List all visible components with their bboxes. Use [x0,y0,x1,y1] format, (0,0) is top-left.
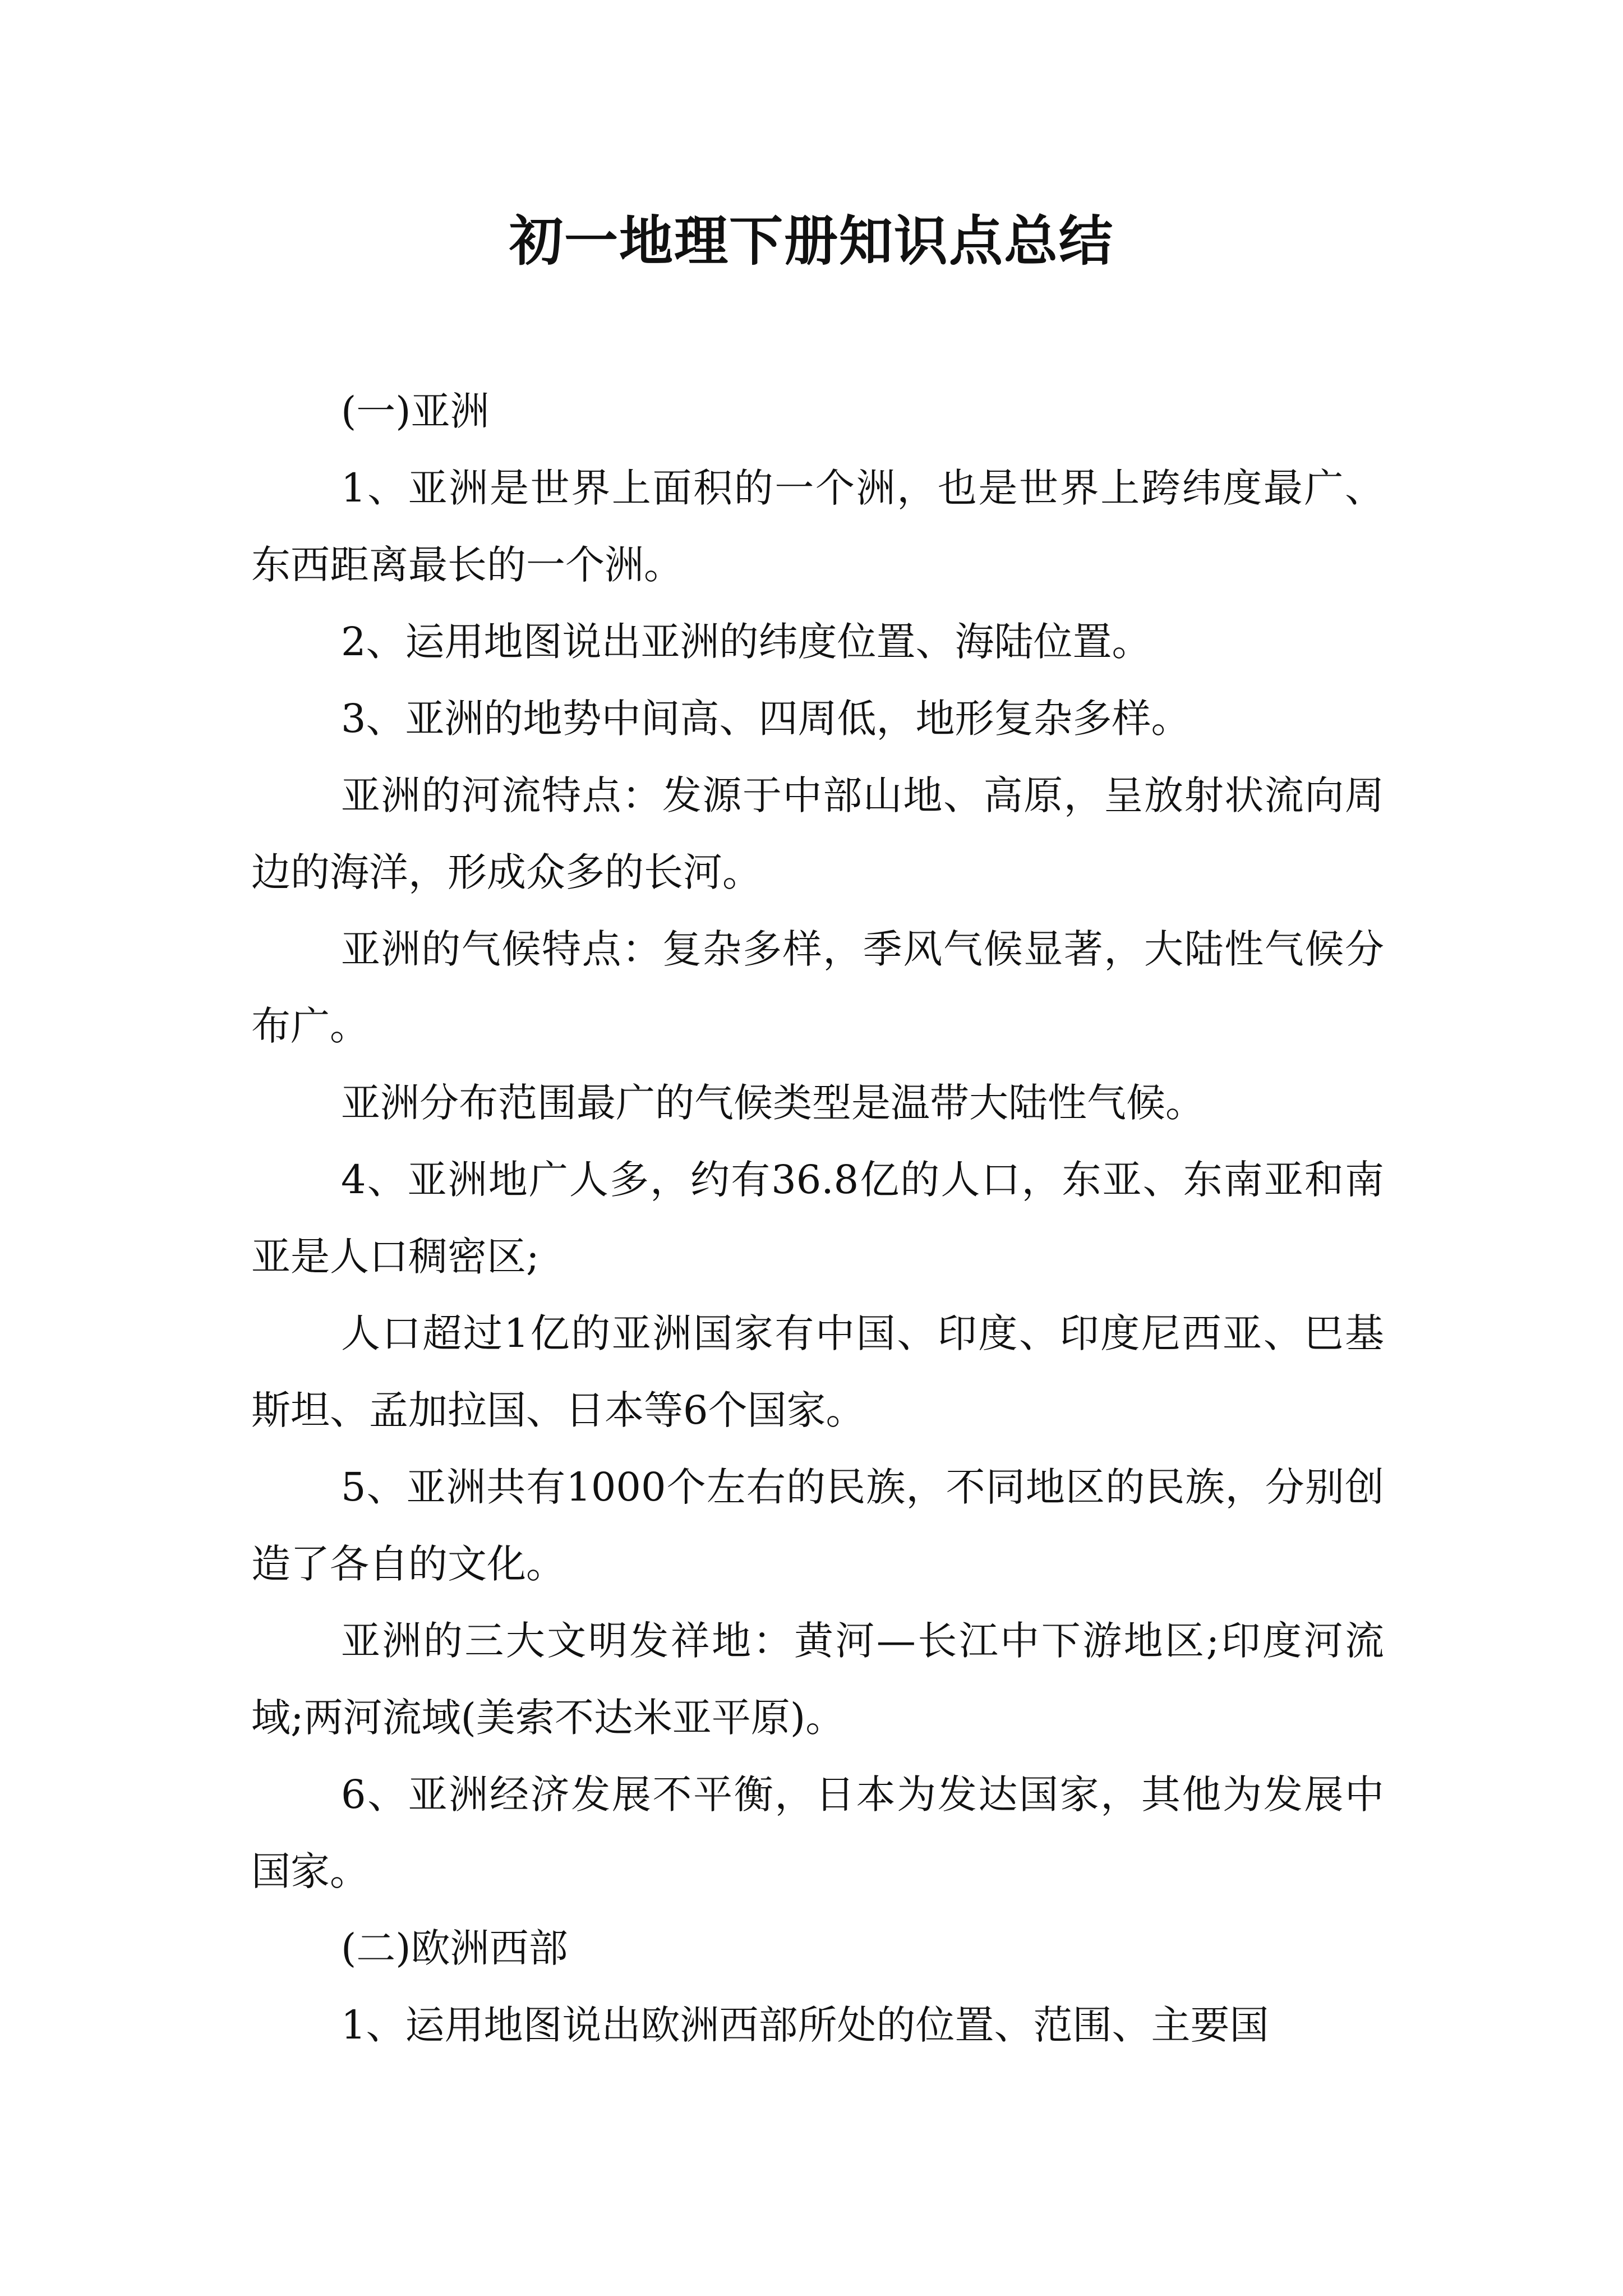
paragraph-asia-climate-type: 亚洲分布范围最广的气候类型是温带大陆性气候。 [341,1080,1205,1126]
paragraph-asia-3: 3、亚洲的地势中间高、四周低，地形复杂多样。 [341,696,1191,742]
paragraph-asia-heading: (一)亚洲 [341,388,490,434]
document-title: 初一地理下册知识点总结 [509,209,1114,273]
paragraph-west-europe-heading: (二)欧洲西部 [341,1925,568,1971]
paragraph-asia-4: 4、亚洲地广人多，约有36.8亿的人口，东亚、东南亚和南亚是人口稠密区; [251,1157,1384,1280]
paragraph-asia-population: 人口超过1亿的亚洲国家有中国、印度、印度尼西亚、巴基斯坦、孟加拉国、日本等6个国家。 [251,1310,1384,1433]
paragraph-asia-5: 5、亚洲共有1000个左右的民族，不同地区的民族，分别创造了各自的文化。 [251,1464,1384,1587]
paragraph-asia-climate: 亚洲的气候特点：复杂多样，季风气候显著，大陆性气候分布广。 [251,926,1384,1049]
paragraph-asia-2: 2、运用地图说出亚洲的纬度位置、海陆位置。 [341,619,1151,665]
paragraph-asia-1: 1、亚洲是世界上面积的一个洲，也是世界上跨纬度最广、东西距离最长的一个洲。 [251,465,1384,588]
paragraph-asia-6: 6、亚洲经济发展不平衡，日本为发达国家，其他为发展中国家。 [251,1772,1384,1894]
document-body [251,373,1384,2064]
paragraph-west-europe-1: 1、运用地图说出欧洲西部所处的位置、范围、主要国 [341,2002,1269,2048]
paragraph-asia-civilizations: 亚洲的三大文明发祥地：黄河—长江中下游地区;印度河流域;两河流域(美索不达米亚平原)。 [251,1618,1384,1741]
paragraph-asia-rivers: 亚洲的河流特点：发源于中部山地、高原，呈放射状流向周边的海洋，形成众多的长河。 [251,772,1384,895]
